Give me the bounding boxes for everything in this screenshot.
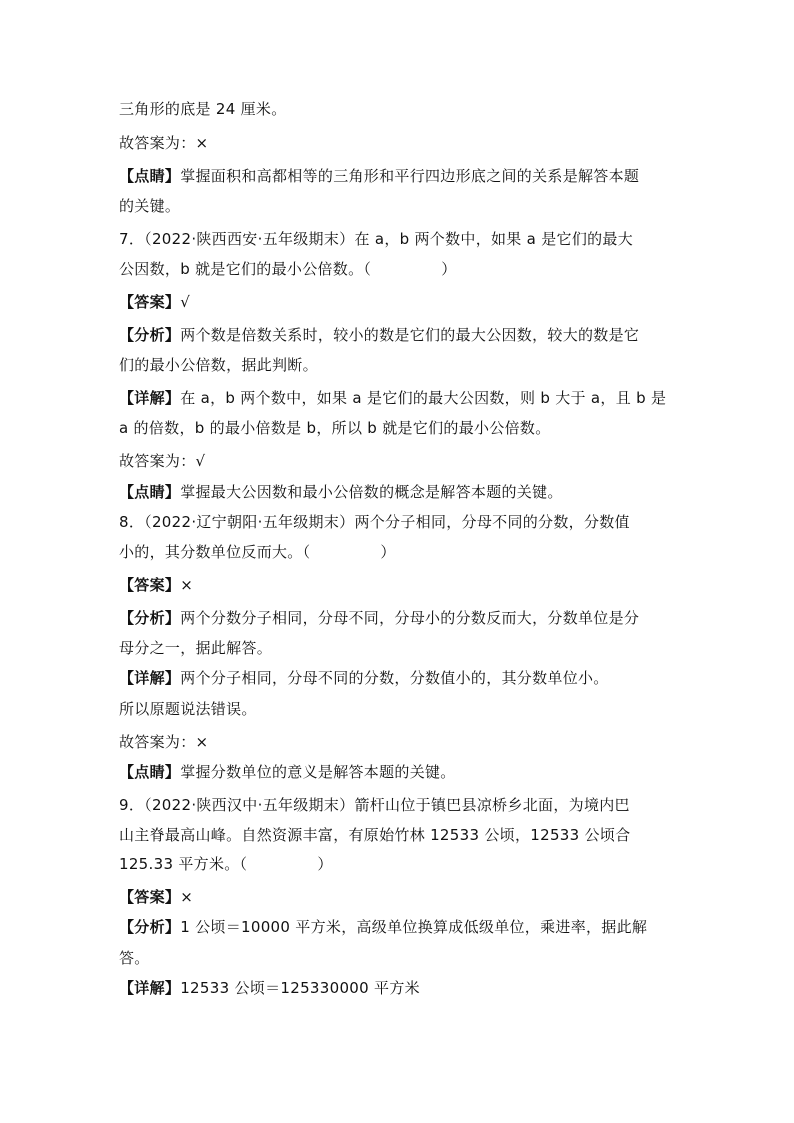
answer-line: 【答案】× — [119, 888, 194, 906]
analysis-line: 【分析】两个数是倍数关系时，较小的数是它们的最大公因数，较大的数是它 — [119, 326, 640, 344]
remark-line: 【点睛】掌握分数单位的意义是解答本题的关键。 — [119, 763, 456, 781]
answer-line: 【答案】√ — [119, 293, 191, 311]
answer-result-line: 故答案为：√ — [119, 452, 206, 470]
analysis-line-continued: 母分之一，据此解答。 — [119, 639, 273, 657]
answer-result-line: 故答案为：× — [119, 134, 209, 152]
question-7-line-continued: 公因数，b 就是它们的最小公倍数。（ ） — [119, 260, 457, 278]
question-7-line: 7．（2022·陕西西安·五年级期末）在 a，b 两个数中，如果 a 是它们的最大 — [119, 230, 634, 248]
explanation-line: 【详解】12533 公顷＝125330000 平方米 — [119, 979, 420, 997]
explanation-line-continued: a 的倍数，b 的最小倍数是 b，所以 b 就是它们的最小公倍数。 — [119, 419, 551, 437]
answer-line: 【答案】× — [119, 576, 194, 594]
question-8-line-continued: 小的，其分数单位反而大。（ ） — [119, 543, 396, 561]
analysis-line: 【分析】1 公顷＝10000 平方米，高级单位换算成低级单位，乘进率，据此解 — [119, 918, 648, 936]
analysis-line-continued: 们的最小公倍数，据此判断。 — [119, 356, 318, 374]
question-9-line: 9．（2022·陕西汉中·五年级期末）箭杆山位于镇巴县凉桥乡北面，为境内巴 — [119, 796, 630, 814]
answer-result-line: 故答案为：× — [119, 733, 209, 751]
answer-conclusion-line: 三角形的底是 24 厘米。 — [119, 100, 287, 118]
explanation-line: 【详解】两个分子相同，分母不同的分数，分数值小的，其分数单位小。 — [119, 669, 609, 687]
explanation-line: 【详解】在 a，b 两个数中，如果 a 是它们的最大公因数，则 b 大于 a，且 b 是 — [119, 389, 667, 407]
remark-line: 【点睛】掌握最大公因数和最小公倍数的概念是解答本题的关键。 — [119, 483, 563, 501]
analysis-line: 【分析】两个分数分子相同，分母不同，分母小的分数反而大，分数单位是分 — [119, 609, 640, 627]
question-9-line-continued: 山主脊最高山峰。自然资源丰富，有原始竹林 12533 公顷，12533 公顷合 — [119, 826, 631, 844]
remark-line: 【点睛】掌握面积和高都相等的三角形和平行四边形底之间的关系是解答本题 — [119, 167, 640, 185]
remark-line-continued: 的关键。 — [119, 197, 181, 215]
explanation-line-continued: 所以原题说法错误。 — [119, 700, 257, 718]
question-9-line-continued: 125.33 平方米。（ ） — [119, 855, 333, 873]
question-8-line: 8．（2022·辽宁朝阳·五年级期末）两个分子相同，分母不同的分数，分数值 — [119, 513, 630, 531]
analysis-line-continued: 答。 — [119, 949, 150, 967]
